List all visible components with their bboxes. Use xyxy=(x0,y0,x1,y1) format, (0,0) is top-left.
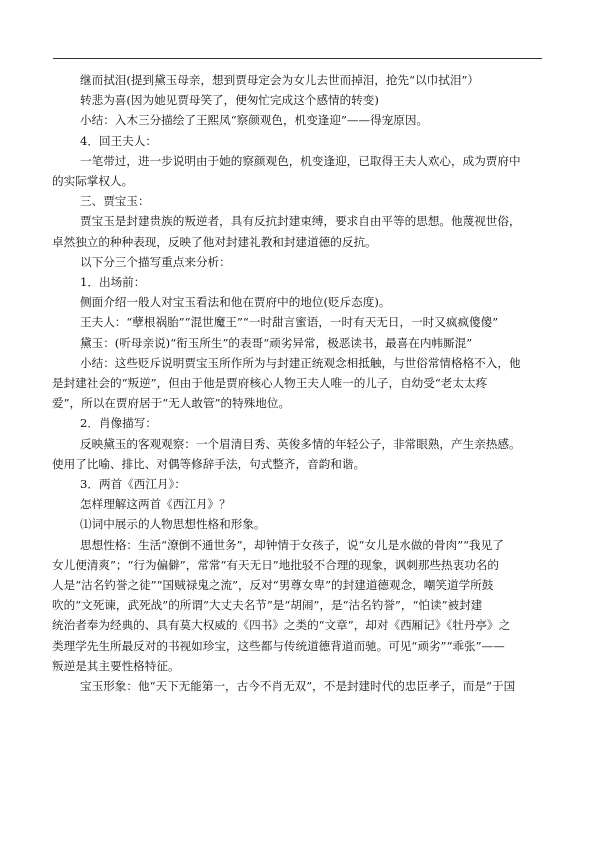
text-line: 人是“沽名钓誉之徒”“国贼禄鬼之流”，反对“男尊女卑”的封建道德观念，嘲笑道学所鼓 xyxy=(52,578,494,593)
text-line: 是封建社会的“叛逆”，但由于他是贾府核心人物王夫人唯一的儿子，自幼受“老太太疼 xyxy=(52,376,488,391)
text-line: 一笔带过，进一步说明由于她的察颜观色，机变逢迎，已取得王夫人欢心，成为贾府中 xyxy=(80,153,521,168)
section-heading: 3．两首《西江月》： xyxy=(80,477,186,492)
text-line: 吹的“文死谏，武死战”的所谓“大丈夫名节”是“胡闹”，是“沽名钓誉”，“怕读”被封建 xyxy=(52,598,483,613)
section-heading: 1．出场前： xyxy=(80,275,146,290)
header-rule xyxy=(53,58,542,59)
section-heading: 三、贾宝玉： xyxy=(80,194,150,209)
text-line: 侧面介绍一般人对宝玉看法和他在贾府中的地位(贬斥态度)。 xyxy=(80,295,391,310)
text-line: 使用了比喻、排比、对偶等修辞手法，句式整齐，音韵和谐。 xyxy=(52,456,366,471)
text-line: 继而拭泪(提到黛玉母亲，想到贾母定会为女儿去世而掉泪，抢先“以巾拭泪”） xyxy=(80,73,479,87)
document-body xyxy=(52,70,542,696)
text-line: ⑴词中展示的人物思想性格和形象。 xyxy=(80,517,266,532)
text-line: 叛逆是其主要性格特征。 xyxy=(52,658,180,673)
text-line: 统治者奉为经典的、具有莫大权威的《四书》之类的“文章”，却对《西厢记》《牡丹亭》之 xyxy=(52,618,511,633)
text-line: 思想性格：生活“潦倒不通世务”，却钟情于女孩子，说“女儿是水做的骨肉”“我见了 xyxy=(80,537,504,552)
text-line: 黛玉：(听母亲说)“衔玉所生”的表哥“顽劣异常，极恶读书，最喜在内帏厮混” xyxy=(80,335,473,350)
text-line: 转悲为喜(因为她见贾母笑了，便匆忙完成这个感情的转变) xyxy=(80,93,379,108)
text-line: 反映黛玉的客观观察：一个眉清目秀、英俊多情的年轻公子，非常眼熟，产生亲热感。 xyxy=(80,436,521,451)
text-line: 宝玉形象：他“天下无能第一，古今不肖无双”，不是封建时代的忠臣孝子，而是“于国 xyxy=(80,679,516,694)
text-line: 爱”，所以在贾府居于“无人敢管”的特殊地位。 xyxy=(52,396,291,411)
section-heading: 2．肖像描写： xyxy=(80,416,157,431)
section-heading: 4．回王夫人： xyxy=(80,133,157,148)
text-line: 王夫人：“孽根祸胎”“混世魔王”“一时甜言蜜语，一时有天无日，一时又疯疯傻傻” xyxy=(80,315,499,330)
text-line: 小结：这些贬斥说明贾宝玉所作所为与封建正统观念相抵触，与世俗常情格格不入，他 xyxy=(80,355,521,370)
text-line: 女儿便清爽”；“行为偏僻”，常常“有天无日”地批驳不合理的现象，讽刺那些热衷功名的 xyxy=(52,557,500,572)
text-line: 类理学先生所最反对的书视如珍宝，这些都与传统道德背道而驰。可见“顽劣”“乖张”—— xyxy=(52,638,505,653)
text-line: 卓然独立的种种表现，反映了他对封建礼教和封建道德的反抗。 xyxy=(52,234,377,249)
text-line: 贾宝玉是封建贵族的叛逆者，具有反抗封建束缚，要求自由平等的思想。他蔑视世俗， xyxy=(80,214,521,229)
text-line: 以下分三个描写重点来分析： xyxy=(80,254,231,269)
text-line: 怎样理解这两首《西江月》？ xyxy=(80,497,231,512)
text-line: 的实际掌权人。 xyxy=(52,174,134,189)
text-line: 小结：入木三分描绘了王熙凤“察颜观色，机变逢迎”——得宠原因。 xyxy=(80,113,429,128)
